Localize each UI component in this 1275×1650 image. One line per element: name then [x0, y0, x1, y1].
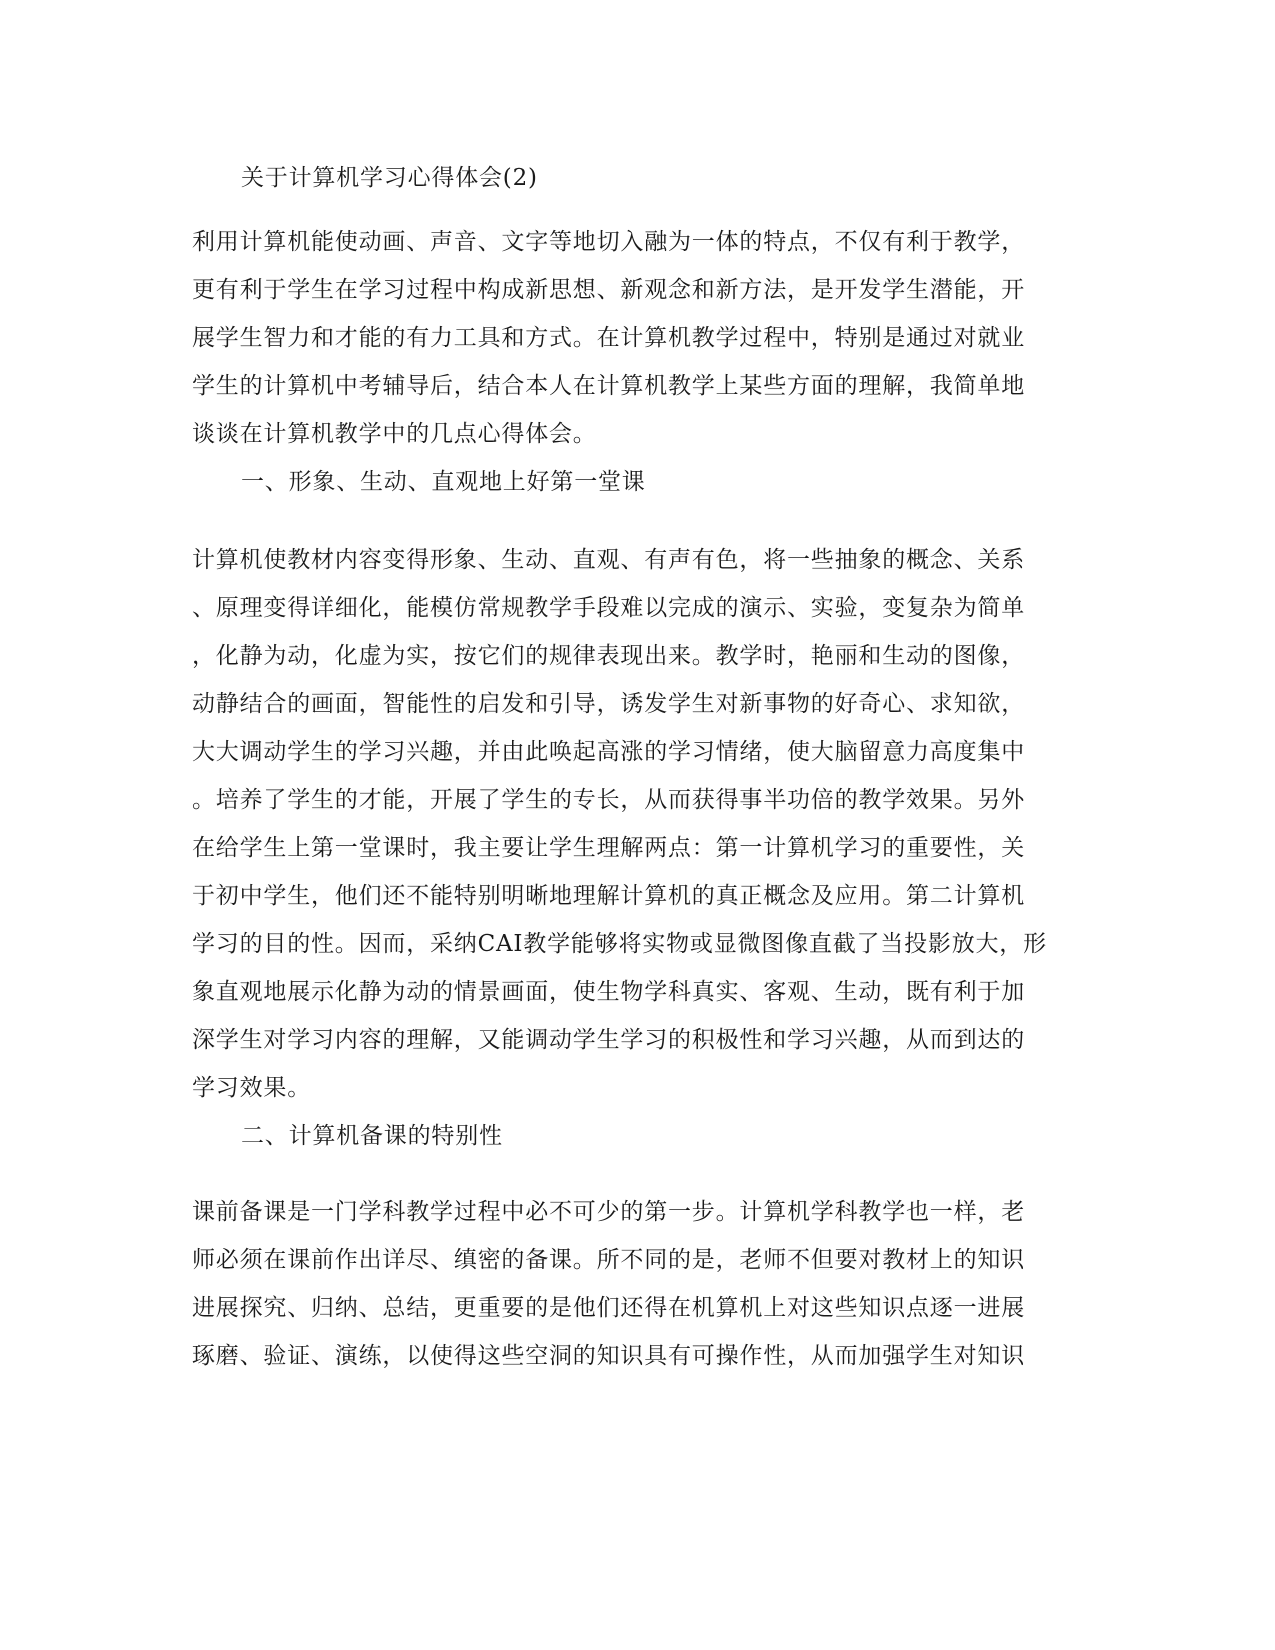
intro-line: 利用计算机能使动画、声音、文字等地切入融为一体的特点，不仅有利于教学，	[192, 229, 1025, 255]
intro-line: 展学生智力和才能的有力工具和方式。在计算机教学过程中，特别是通过对就业	[192, 325, 1025, 351]
section-heading-1: 一、形象、生动、直观地上好第一堂课	[241, 469, 646, 495]
section-heading-2: 二、计算机备课的特别性	[241, 1123, 503, 1149]
section2-line: 进展探究、归纳、总结，更重要的是他们还得在机算机上对这些知识点逐一进展	[192, 1295, 1025, 1321]
section1-line: 学习的目的性。因而，采纳CAI教学能够将实物或显微图像直截了当投影放大，形	[192, 931, 1047, 957]
intro-line: 学生的计算机中考辅导后，结合本人在计算机教学上某些方面的理解，我简单地	[192, 373, 1025, 399]
section2-line: 课前备课是一门学科教学过程中必不可少的第一步。计算机学科教学也一样，老	[192, 1199, 1025, 1225]
section2-line: 师必须在课前作出详尽、缜密的备课。所不同的是，老师不但要对教材上的知识	[192, 1247, 1025, 1273]
section1-line: 于初中学生，他们还不能特别明晰地理解计算机的真正概念及应用。第二计算机	[192, 883, 1025, 909]
section1-line: 大大调动学生的学习兴趣，并由此唤起高涨的学习情绪，使大脑留意力高度集中	[192, 739, 1025, 765]
section2-line: 琢磨、验证、演练，以使得这些空洞的知识具有可操作性，从而加强学生对知识	[192, 1343, 1025, 1369]
intro-line: 更有利于学生在学习过程中构成新思想、新观念和新方法，是开发学生潜能，开	[192, 277, 1025, 303]
section1-line: 学习效果。	[192, 1075, 311, 1101]
section1-line: 深学生对学习内容的理解，又能调动学生学习的积极性和学习兴趣，从而到达的	[192, 1027, 1025, 1053]
section1-line: 动静结合的画面，智能性的启发和引导，诱发学生对新事物的好奇心、求知欲，	[192, 691, 1025, 717]
section1-line: 在给学生上第一堂课时，我主要让学生理解两点：第一计算机学习的重要性，关	[192, 835, 1025, 861]
section1-line: 计算机使教材内容变得形象、生动、直观、有声有色，将一些抽象的概念、关系	[192, 547, 1025, 573]
intro-line: 谈谈在计算机教学中的几点心得体会。	[192, 421, 597, 447]
section1-line: ，化静为动，化虚为实，按它们的规律表现出来。教学时，艳丽和生动的图像，	[192, 643, 1025, 669]
document-title: 关于计算机学习心得体会(2)	[241, 165, 538, 191]
section1-line: 象直观地展示化静为动的情景画面，使生物学科真实、客观、生动，既有利于加	[192, 979, 1025, 1005]
section1-line: 。培养了学生的才能，开展了学生的专长，从而获得事半功倍的教学效果。另外	[192, 787, 1025, 813]
section1-line: 、原理变得详细化，能模仿常规教学手段难以完成的演示、实验，变复杂为简单	[192, 595, 1025, 621]
